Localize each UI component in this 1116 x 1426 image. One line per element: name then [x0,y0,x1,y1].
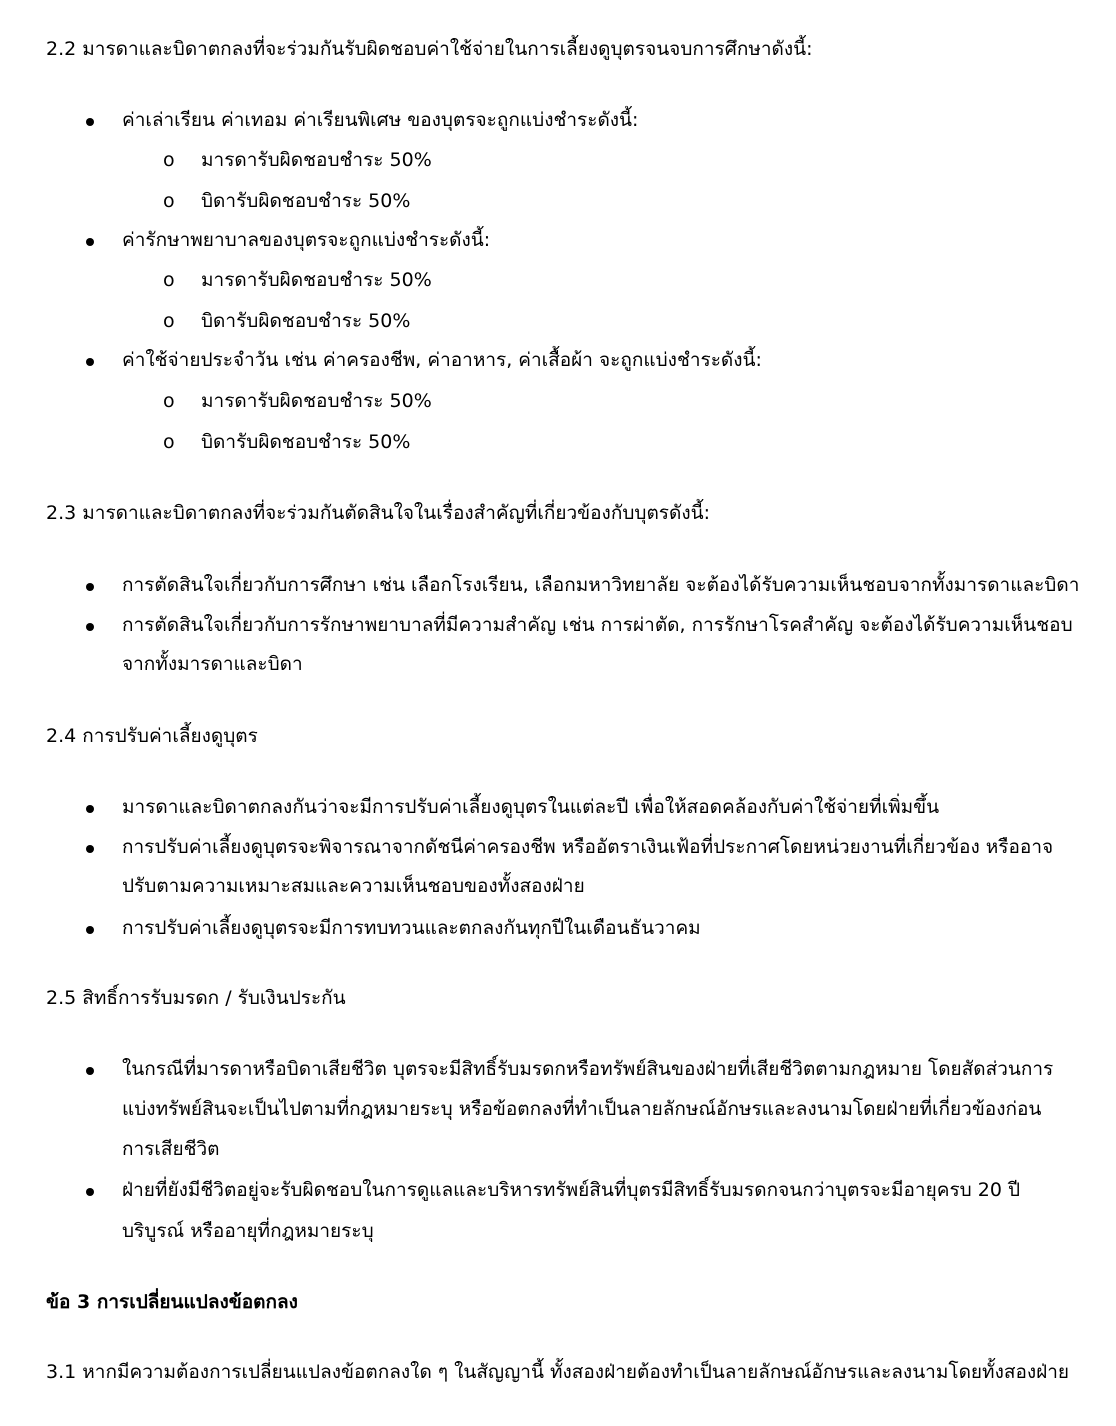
section-3-1-paragraph: 3.1 หากมีความต้องการเปลี่ยนแปลงข้อตกลงใด ๆ ในสัญญานี้ ทั้งสองฝ่ายต้องทำเป็นลายลักษณ์อักษรและลงนามโดยทั้งสองฝ่าย [46,1361,1070,1383]
list-item: ฝ่ายที่ยังมีชีวิตอยู่จะรับผิดชอบในการดูแลและบริหารทรัพย์สินที่บุตรมีสิทธิ์รับมรดกจนกว่าบุตรจะมีอายุครบ 20 ปี [122,1179,1021,1201]
sub-bullet-marker: o [163,269,175,291]
bullet-dot [86,1067,94,1075]
sub-bullet-marker: o [163,431,175,453]
list-item: การตัดสินใจเกี่ยวกับการศึกษา เช่น เลือกโรงเรียน, เลือกมหาวิทยาลัย จะต้องได้รับความเห็นชอบจากทั้งมารดาและบิดา [122,574,1080,596]
bullet-dot [86,1188,94,1196]
sub-bullet-marker: o [163,149,175,171]
list-item-continuation: แบ่งทรัพย์สินจะเป็นไปตามที่กฎหมายระบุ หรือข้อตกลงที่ทำเป็นลายลักษณ์อักษรและลงนามโดยฝ่ายที่เกี่ยวข้องก่อน [122,1098,1042,1120]
bullet-dot [86,118,94,126]
list-item: ค่าใช้จ่ายประจำวัน เช่น ค่าครองชีพ, ค่าอาหาร, ค่าเสื้อผ้า จะถูกแบ่งชำระดังนี้: [122,349,762,371]
bullet-dot [86,358,94,366]
sub-list-item: บิดารับผิดชอบชำระ 50% [201,310,411,332]
bullet-dot [86,623,94,631]
bullet-dot [86,926,94,934]
list-item-continuation: บริบูรณ์ หรืออายุที่กฎหมายระบุ [122,1220,374,1242]
sub-list-item: มารดารับผิดชอบชำระ 50% [201,390,432,412]
list-item: การปรับค่าเลี้ยงดูบุตรจะมีการทบทวนและตกลงกันทุกปีในเดือนธันวาคม [122,917,701,939]
sub-bullet-marker: o [163,310,175,332]
sub-list-item: มารดารับผิดชอบชำระ 50% [201,149,432,171]
list-item: ค่ารักษาพยาบาลของบุตรจะถูกแบ่งชำระดังนี้: [122,229,491,251]
list-item: การตัดสินใจเกี่ยวกับการรักษาพยาบาลที่มีความสำคัญ เช่น การผ่าตัด, การรักษาโรคสำคัญ จะต้องได้รับความเห็นชอบ [122,614,1073,636]
sub-list-item: มารดารับผิดชอบชำระ 50% [201,269,432,291]
bullet-dot [86,845,94,853]
bullet-dot [86,805,94,813]
list-item-continuation: การเสียชีวิต [122,1138,220,1160]
list-item: การปรับค่าเลี้ยงดูบุตรจะพิจารณาจากดัชนีค่าครองชีพ หรืออัตราเงินเฟ้อที่ประกาศโดยหน่วยงานที่เกี่ยวข้อง หรืออาจ [122,836,1054,858]
section-2-3-title: 2.3 มารดาและบิดาตกลงที่จะร่วมกันตัดสินใจในเรื่องสำคัญที่เกี่ยวข้องกับบุตรดังนี้: [46,502,711,524]
list-item: ค่าเล่าเรียน ค่าเทอม ค่าเรียนพิเศษ ของบุตรจะถูกแบ่งชำระดังนี้: [122,109,639,131]
bullet-dot [86,238,94,246]
sub-bullet-marker: o [163,190,175,212]
sub-list-item: บิดารับผิดชอบชำระ 50% [201,190,411,212]
list-item: มารดาและบิดาตกลงกันว่าจะมีการปรับค่าเลี้ยงดูบุตรในแต่ละปี เพื่อให้สอดคล้องกับค่าใช้จ่ายที่เพิ่มขึ้น [122,796,940,818]
bullet-dot [86,583,94,591]
section-3-title: ข้อ 3 การเปลี่ยนแปลงข้อตกลง [46,1291,298,1313]
section-2-2-title: 2.2 มารดาและบิดาตกลงที่จะร่วมกันรับผิดชอบค่าใช้จ่ายในการเลี้ยงดูบุตรจนจบการศึกษาดังนี้: [46,38,813,60]
list-item-continuation: ปรับตามความเหมาะสมและความเห็นชอบของทั้งสองฝ่าย [122,875,585,897]
sub-list-item: บิดารับผิดชอบชำระ 50% [201,431,411,453]
sub-bullet-marker: o [163,390,175,412]
list-item: ในกรณีที่มารดาหรือบิดาเสียชีวิต บุตรจะมีสิทธิ์รับมรดกหรือทรัพย์สินของฝ่ายที่เสียชีวิตตามกฎหมาย โดยสัดส่วนการ [122,1058,1054,1080]
list-item-continuation: จากทั้งมารดาและบิดา [122,653,303,675]
section-2-4-title: 2.4 การปรับค่าเลี้ยงดูบุตร [46,725,258,747]
section-2-5-title: 2.5 สิทธิ์การรับมรดก / รับเงินประกัน [46,987,346,1009]
